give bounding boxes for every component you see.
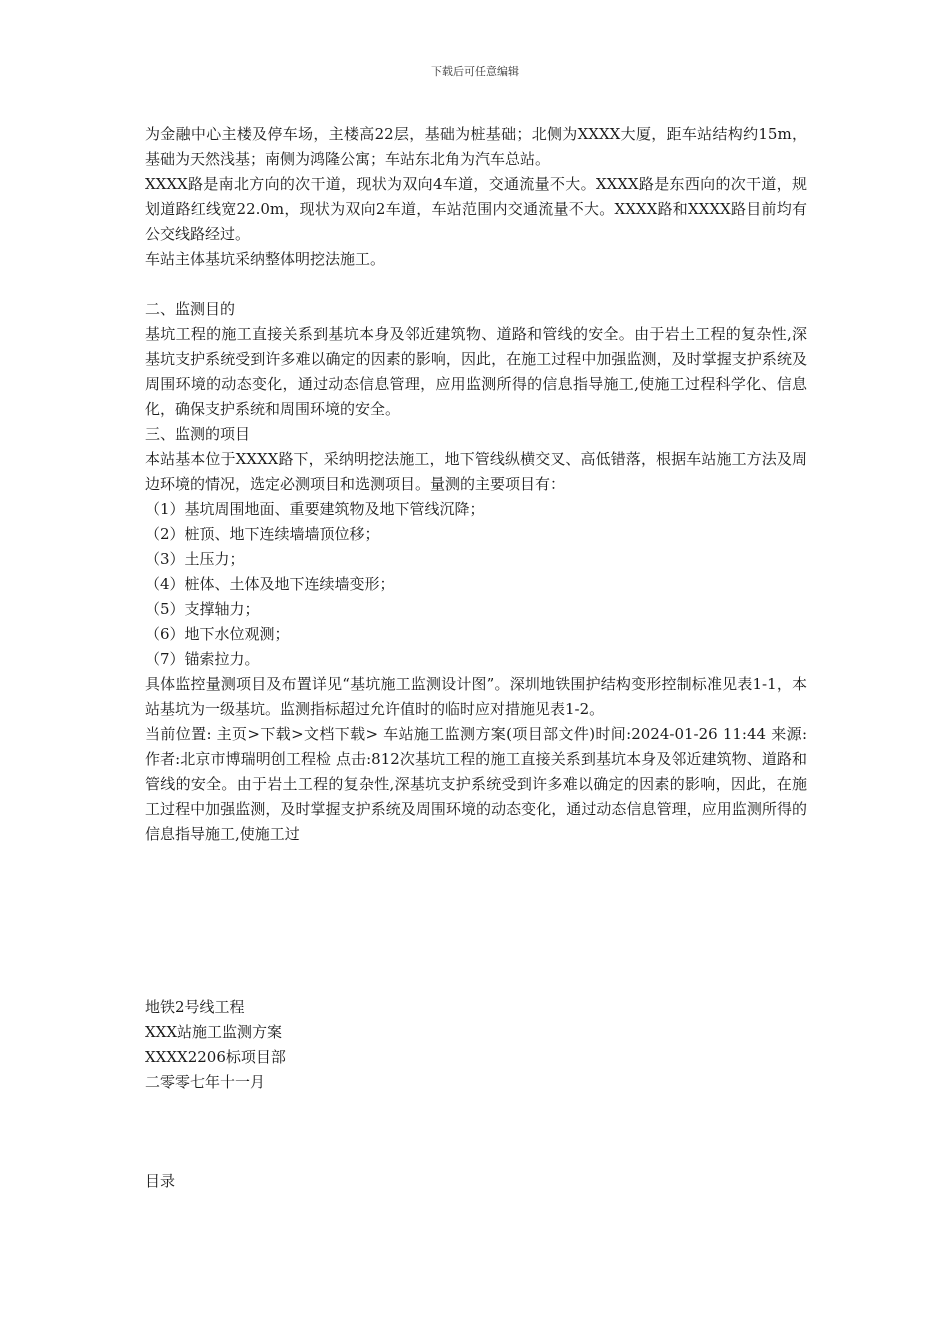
page-header: 下载后可任意编辑: [431, 65, 519, 78]
cover-project-name: 地铁2号线工程: [145, 998, 245, 1016]
list-item: （3）土压力；: [145, 550, 245, 568]
intro-paragraph-2: XXXX路是南北方向的次干道，现状为双向4车道，交通流量不大。XXXX路是东西向的次干道，规划道路红线宽22.0m，现状为双向2车道，车站范围内交通流量不大。XXXX路和XXXX路目前均有公交线路经过。: [145, 175, 807, 243]
list-item: （1）基坑周围地面、重要建筑物及地下管线沉降；: [145, 500, 485, 518]
intro-paragraph-3: 车站主体基坑采纳整体明挖法施工。: [145, 250, 386, 268]
monitoring-items-paragraph: 本站基本位于XXXX路下，采纳明挖法施工，地下管线纵横交叉、高低错落，根据车站施工方法及周边环境的情况，选定必测项目和选测项目。量测的主要项目有：: [145, 450, 807, 493]
blank-line: [145, 272, 807, 297]
monitoring-purpose-paragraph: 基坑工程的施工直接关系到基坑本身及邻近建筑物、道路和管线的安全。由于岩土工程的复杂性,深基坑支护系统受到许多难以确定的因素的影响，因此，在施工过程中加强监测，及时掌握支护系统及周围环境的动态变化，通过动态信息管理，应用监测所得的信息指导施工,使施工过程科学化、信息化，确保支护系统和周围环境的安全。: [145, 325, 807, 418]
cover-department: XXXX2206标项目部: [145, 1048, 286, 1066]
list-item: （7）锚索拉力。: [145, 650, 260, 668]
list-item: （4）桩体、土体及地下连续墙变形；: [145, 575, 395, 593]
source-paragraph: 当前位置: 主页>下载>文档下载> 车站施工监测方案(项目部文件)时间:2024-01-26 11:44 来源: 作者:北京市博瑞明创工程检 点击:812次基坑工程的施工直接关系到基坑本身及邻近建筑物、道路和管线的安全。由于岩土工程的复杂性,深基坑支护系统受到许多难以确定的因素的影响，因此，在施工过程中加强监测，及时掌握支护系统及周围环境的动态变化，通过动态信息管理，应用监测所得的信息指导施工,使施工过: [145, 725, 807, 843]
toc-title: 目录: [145, 1172, 176, 1190]
cover-block: [145, 995, 807, 1095]
list-item: （6）地下水位观测；: [145, 625, 290, 643]
document-body: [145, 122, 807, 847]
detail-paragraph: 具体监控量测项目及布置详见“基坑施工监测设计图”。深圳地铁围护结构变形控制标准见表1-1，本站基坑为一级基坑。监测指标超过允许值时的临时应对措施见表1-2。: [145, 675, 807, 718]
list-item: （2）桩顶、地下连续墙墙顶位移；: [145, 525, 380, 543]
cover-date: 二零零七年十一月: [145, 1073, 266, 1091]
intro-paragraph-1: 为金融中心主楼及停车场，主楼高22层，基础为桩基础；北侧为XXXX大厦，距车站结构约15m，基础为天然浅基；南侧为鸿隆公寓；车站东北角为汽车总站。: [145, 125, 807, 168]
section-heading-monitoring-items: 三、监测的项目: [145, 425, 251, 443]
section-heading-monitoring-purpose: 二、监测目的: [145, 300, 236, 318]
cover-plan-title: XXX站施工监测方案: [145, 1023, 283, 1041]
list-item: （5）支撑轴力；: [145, 600, 260, 618]
